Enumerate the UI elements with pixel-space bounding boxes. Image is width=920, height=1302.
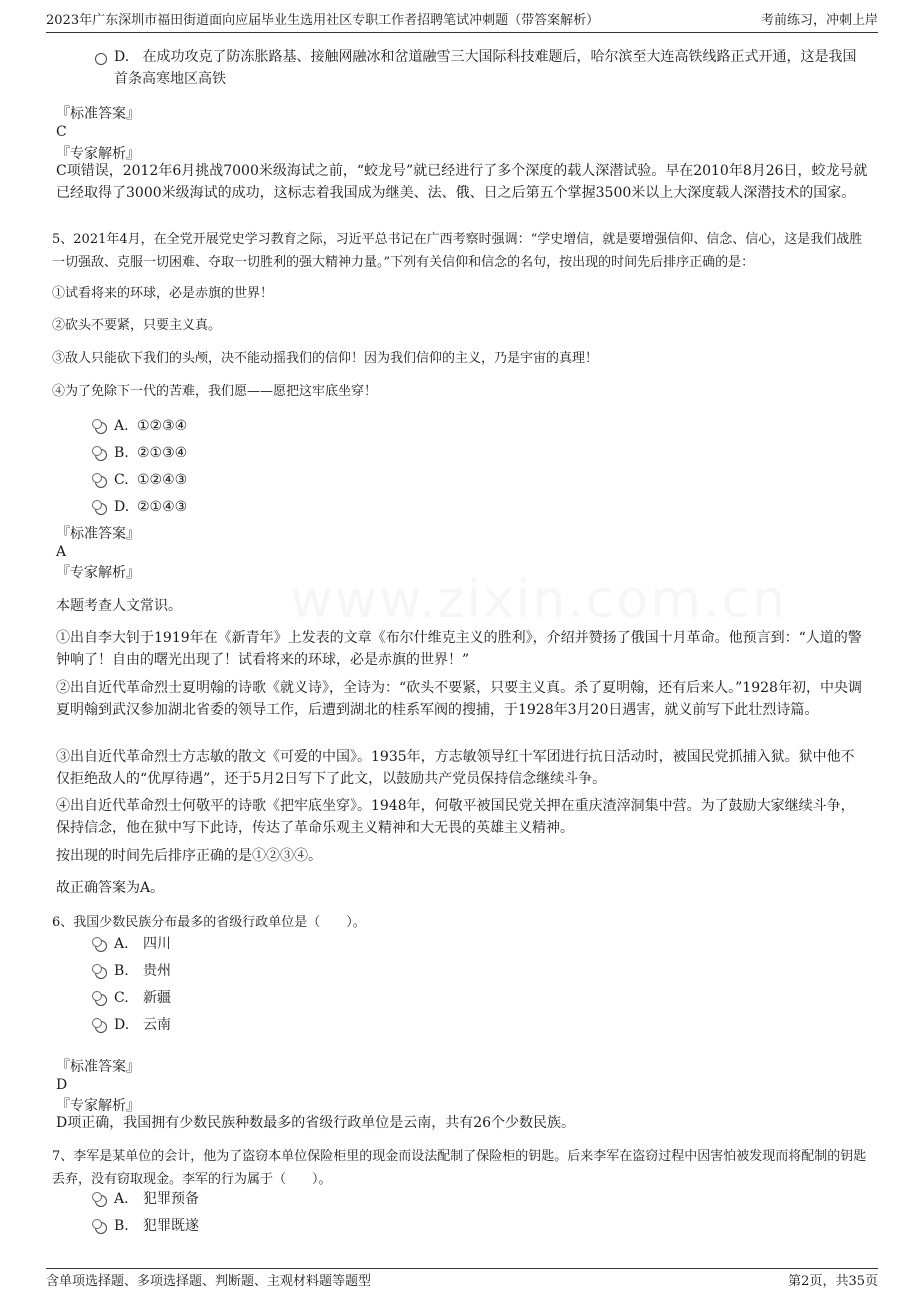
option-letter: C. [114,990,129,1006]
option-text: 犯罪预备 [143,1191,199,1207]
analysis-label: 『专家解析』 [56,565,140,581]
answer-value: C [56,124,67,140]
answer-label: 『标准答案』 [56,106,140,122]
page-number: 第2页，共35页 [788,1274,878,1289]
analysis-paragraph: 故正确答案为A。 [56,880,165,896]
q4-option-d[interactable] [95,46,865,90]
quote-item: ②砍头不要紧，只要主义真。 [52,318,222,333]
analysis-paragraph: ③出自近代革命烈士方志敏的散文《可爱的中国》。1935年，方志敏领导红十军团进行抗日活动时，被国民党抓捕入狱。狱中他不仅拒绝敌人的“优厚待遇”，还于5月2日写下了此文，以鼓励共产党员保持信念继续斗争。 [56,749,855,787]
radio-button[interactable] [95,503,107,515]
option-letter: D. [114,49,130,65]
option-letter: A. [114,1191,129,1207]
option-text: 在成功攻克了防冻胀路基、接触网融冰和岔道融雪三大国际科技难题后，哈尔滨至大连高铁线路正式开通，这是我国首条高寒地区高铁 [114,49,857,87]
analysis-paragraph: 本题考查人文常识。 [56,598,182,614]
option-letter: D. [114,499,130,515]
option-text: ②①③④ [137,445,188,461]
answer-value: D [56,1077,68,1093]
quote-item: ④为了免除下一代的苦难，我们愿——愿把这牢底坐穿！ [52,384,378,399]
option-text: 新疆 [143,990,171,1006]
option-text: 四川 [143,936,171,952]
option-text: ②①④③ [137,499,188,515]
answer-value: A [56,544,67,560]
analysis-label: 『专家解析』 [56,146,140,162]
radio-button[interactable] [95,1195,107,1207]
answer-label: 『标准答案』 [56,1059,140,1075]
radio-button[interactable] [95,967,107,979]
radio-button[interactable] [95,53,107,65]
radio-button[interactable] [95,940,107,952]
analysis-paragraph: ④出自近代革命烈士何敬平的诗歌《把牢底坐穿》。1948年，何敬平被国民党关押在重庆渣滓洞集中营。为了鼓励大家继续斗争，保持信念，他在狱中写下此诗，传达了革命乐观主义精神和大无畏的英雄主义精神。 [56,798,855,836]
option-text: ①②④③ [137,472,188,488]
analysis-paragraph: ①出自李大钊于1919年在《新青年》上发表的文章《布尔什维克主义的胜利》，介绍并赞扬了俄国十月革命。他预言到：“人道的警钟响了！自由的曙光出现了！试看将来的环球，必是赤旗的世界！” [56,630,862,668]
header-tagline: 考前练习，冲刺上岸 [760,13,878,28]
option-letter: B. [114,1218,129,1234]
question-types-note: 含单项选择题、多项选择题、判断题、主观材料题等题型 [46,1274,372,1289]
page-header [46,10,878,33]
document-title: 2023年广东深圳市福田街道面向应届毕业生选用社区专职工作者招聘笔试冲刺题（带答案解析） [46,13,600,28]
option-letter: D. [114,1017,130,1033]
radio-button[interactable] [95,449,107,461]
question-stem: 5、2021年4月，在全党开展党史学习教育之际，习近平总书记在广西考察时强调：“学史增信，就是要增强信仰、信念、信心，这是我们战胜一切强敌、克服一切困难、夺取一切胜利的强大精神力量。”下列有关信仰和信念的名句，按出现的时间先后排序正确的是： [52,232,863,270]
option-text: 云南 [143,1017,171,1033]
analysis-paragraph: ②出自近代革命烈士夏明翰的诗歌《就义诗》，全诗为：“砍头不要紧，只要主义真。杀了夏明翰，还有后来人。”1928年初，中央调夏明翰到武汉参加湖北省委的领导工作，后遭到湖北的桂系军阀的搜捕，于1928年3月20日遇害，就义前写下此壮烈诗篇。 [56,680,862,718]
quote-item: ①试看将来的环球，必是赤旗的世界！ [52,286,274,301]
analysis-text: C项错误，2012年6月挑战7000米级海试之前，“蛟龙号”就已经进行了多个深度的载人深潜试验。早在2010年8月26日，蛟龙号就已经取得了3000米级海试的成功，这标志着我国成为继美、法、俄、日之后第五个掌握3500米以上大深度载人深潜技术的国家。 [56,163,868,201]
option-letter: C. [114,472,129,488]
option-text: 贵州 [143,963,171,979]
quote-item: ③敌人只能砍下我们的头颅，决不能动摇我们的信仰！因为我们信仰的主义，乃是宇宙的真理！ [52,351,599,366]
option-letter: A. [114,418,129,434]
analysis-paragraph: 按出现的时间先后排序正确的是①②③④。 [56,848,322,864]
radio-button[interactable] [95,422,107,434]
radio-button[interactable] [95,1222,107,1234]
radio-button[interactable] [95,476,107,488]
radio-button[interactable] [95,1021,107,1033]
analysis-text: D项正确，我国拥有少数民族种数最多的省级行政单位是云南，共有26个少数民族。 [56,1115,576,1131]
question-stem: 7、李军是某单位的会计，他为了盗窃本单位保险柜里的现金而设法配制了保险柜的钥匙。后来李军在盗窃过程中因害怕被发现而将配制的钥匙丢弃，没有窃取现金。李军的行为属于（ ）。 [52,1149,867,1187]
radio-button[interactable] [95,994,107,1006]
option-text: 犯罪既遂 [143,1218,199,1234]
question-stem: 6、我国少数民族分布最多的省级行政单位是（ ）。 [52,915,366,930]
answer-label: 『标准答案』 [56,526,140,542]
analysis-label: 『专家解析』 [56,1098,140,1114]
page-footer [46,1268,878,1293]
option-letter: B. [114,963,129,979]
watermark: www.zixin.com.cn [290,570,787,630]
option-letter: A. [114,936,129,952]
option-letter: B. [114,445,129,461]
option-text: ①②③④ [137,418,188,434]
